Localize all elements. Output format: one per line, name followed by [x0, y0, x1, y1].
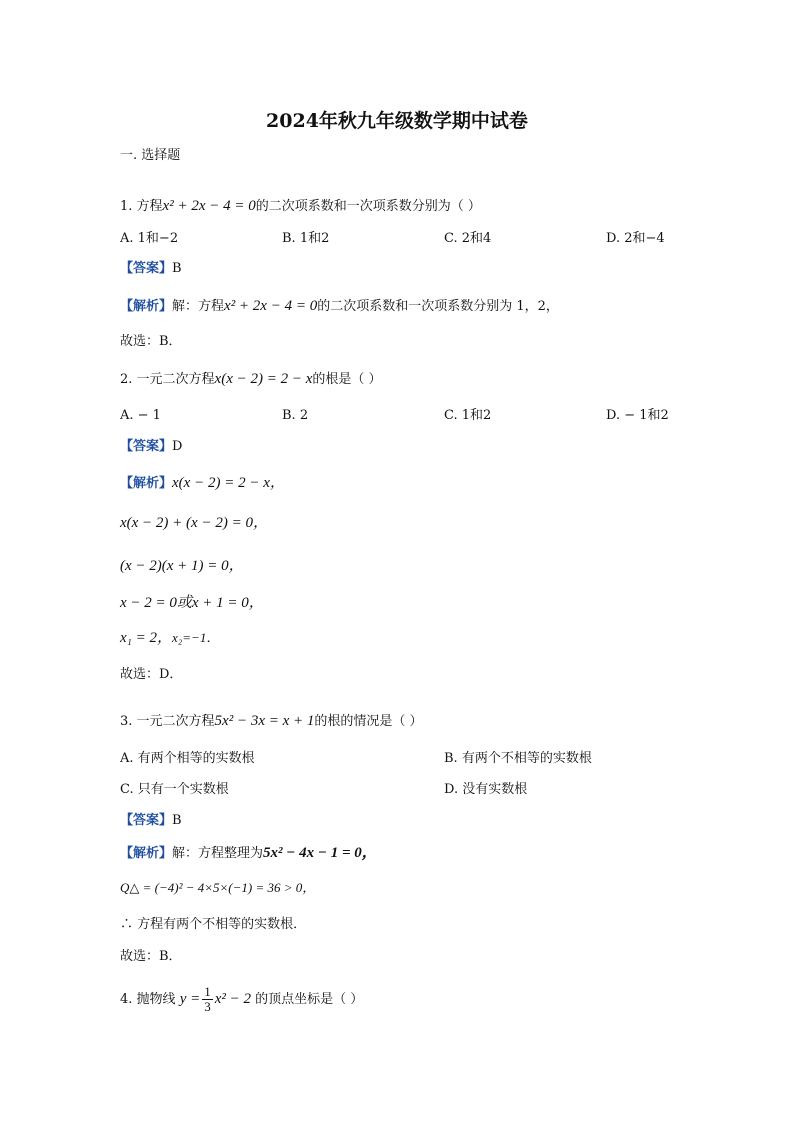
q2-step-4	[120, 593, 264, 614]
q3-option-a: A. 有两个相等的实数根	[120, 751, 255, 766]
analysis-tag: 【解析】	[120, 846, 173, 861]
q4-eq-rhs: x² − 2	[214, 991, 251, 1007]
q2-text: 的根是（ ）	[312, 372, 382, 387]
q4-text: 的顶点坐标是（ ）	[255, 992, 364, 1007]
q2-answer-value: D	[172, 439, 183, 454]
q1-analysis	[120, 296, 559, 317]
q2-number: 2. 一元二次方程	[120, 372, 215, 387]
question-4	[120, 980, 363, 1019]
q3-option-b: B. 有两个不相等的实数根	[444, 751, 592, 766]
q4-number: 4. 抛物线	[120, 992, 176, 1007]
q1-text: 的二次项系数和一次项系数分别为（ ）	[255, 199, 481, 214]
q1-option-d: D. 2和−4	[606, 231, 665, 246]
q2-step-1: x(x − 2) = 2 − x，	[172, 475, 285, 491]
answer-tag: 【答案】	[120, 813, 173, 828]
question-1	[120, 196, 481, 217]
q3-option-d: D. 没有实数根	[444, 782, 528, 797]
q3-conclusion: ∴ 方程有两个不相等的实数根．	[120, 917, 307, 932]
q1-option-c: C. 2和4	[444, 231, 492, 246]
q3-delta-text: Q△ = (−4)² − 4×5×(−1) = 36 > 0，	[120, 880, 316, 895]
q2-step-3-text: (x − 2)(x + 1) = 0，	[120, 558, 244, 574]
q1-option-b: B. 1和2	[282, 231, 330, 246]
q2-step-4-text: x − 2 = 0或x + 1 = 0，	[120, 595, 264, 611]
q3-equation: 5x² − 3x = x + 1	[214, 713, 315, 729]
q2-step-2-text: x(x − 2) + (x − 2) = 0，	[120, 515, 268, 531]
q1-final: 故选：B．	[120, 334, 182, 349]
q2-step-3	[120, 556, 244, 577]
q3-number: 3. 一元二次方程	[120, 714, 215, 729]
q3-option-c: C. 只有一个实数根	[120, 782, 229, 797]
analysis-tag: 【解析】	[120, 476, 173, 491]
q3-answer	[120, 811, 182, 831]
q2-step-2	[120, 513, 268, 534]
section-heading: 一. 选择题	[120, 148, 181, 163]
q3-analysis-pre: 解：方程整理为	[172, 846, 264, 861]
q2-equation: x(x − 2) = 2 − x	[214, 371, 313, 387]
q2-root-2: x₂=−1．	[172, 630, 220, 645]
q4-frac-denominator: 3	[204, 999, 211, 1014]
question-3	[120, 711, 423, 732]
q2-analysis	[120, 473, 285, 494]
q3-analysis	[120, 843, 377, 864]
page-title: 2024年秋九年级数学期中试卷	[266, 110, 528, 132]
q1-equation: x² + 2x − 4 = 0	[162, 198, 256, 214]
q3-delta	[120, 878, 315, 899]
q1-number: 1. 方程	[120, 199, 163, 214]
analysis-tag: 【解析】	[120, 299, 173, 314]
q2-final: 故选：D．	[120, 667, 183, 682]
q3-answer-value: B	[172, 813, 182, 828]
q1-answer-value: B	[172, 261, 182, 276]
answer-tag: 【答案】	[120, 439, 173, 454]
q2-option-a: A. − 1	[120, 408, 161, 423]
q1-analysis-equation: x² + 2x − 4 = 0	[224, 298, 318, 314]
q2-roots	[120, 628, 219, 649]
q2-answer	[120, 437, 182, 457]
q1-analysis-pre: 解：方程	[172, 299, 225, 314]
answer-tag: 【答案】	[120, 261, 173, 276]
q4-eq-lhs: y =	[179, 991, 201, 1007]
q3-analysis-equation: 5x² − 4x − 1 = 0，	[263, 845, 377, 861]
q2-option-b: B. 2	[282, 408, 309, 423]
q3-text: 的根的情况是（ ）	[314, 714, 423, 729]
q4-frac-numerator: 1	[204, 984, 211, 999]
q1-option-a: A. 1和−2	[120, 231, 179, 246]
q1-analysis-post: 的二次项系数和一次项系数分别为 1，2，	[317, 299, 559, 314]
q2-root-1: x₁ = 2，	[120, 630, 172, 646]
q2-option-d: D. − 1和2	[606, 408, 669, 423]
question-2	[120, 369, 382, 390]
q1-answer	[120, 259, 182, 279]
q3-final: 故选：B．	[120, 949, 182, 964]
q2-option-c: C. 1和2	[444, 408, 492, 423]
q4-fraction	[202, 985, 213, 1014]
